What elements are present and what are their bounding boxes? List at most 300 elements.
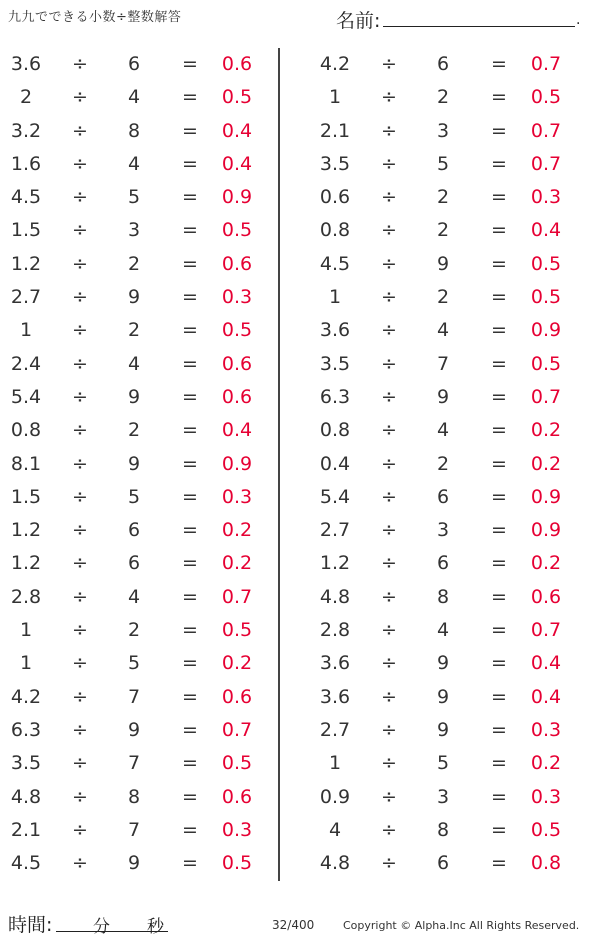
dividend: 4.5 bbox=[319, 252, 351, 275]
answer: 0.4 bbox=[530, 685, 562, 708]
dividend: 1 bbox=[19, 652, 33, 675]
division-operator: ÷ bbox=[381, 53, 397, 75]
dividend: 8.1 bbox=[10, 452, 42, 475]
problem-row bbox=[309, 249, 579, 282]
division-operator: ÷ bbox=[381, 619, 397, 642]
equals-sign: = bbox=[182, 752, 198, 775]
answer: 0.5 bbox=[530, 252, 562, 275]
divisor: 6 bbox=[127, 552, 141, 575]
division-operator: ÷ bbox=[72, 752, 88, 775]
division-operator: ÷ bbox=[381, 485, 397, 508]
divisor: 8 bbox=[436, 585, 450, 608]
divisor: 2 bbox=[127, 619, 141, 642]
divisor: 3 bbox=[436, 519, 450, 542]
problems-left-column bbox=[0, 49, 270, 881]
dividend: 3.6 bbox=[319, 685, 351, 708]
answer: 0.3 bbox=[530, 785, 562, 808]
problem-row bbox=[0, 82, 270, 115]
divisor: 3 bbox=[127, 219, 141, 242]
equals-sign: = bbox=[182, 818, 198, 841]
problem-row bbox=[309, 449, 579, 482]
division-operator: ÷ bbox=[72, 385, 88, 408]
division-operator: ÷ bbox=[381, 718, 397, 741]
answer: 0.7 bbox=[530, 385, 562, 408]
divisor: 9 bbox=[436, 718, 450, 741]
division-operator: ÷ bbox=[72, 619, 88, 642]
division-operator: ÷ bbox=[381, 785, 397, 808]
division-operator: ÷ bbox=[72, 152, 88, 175]
answer: 0.2 bbox=[530, 552, 562, 575]
answer: 0.9 bbox=[530, 319, 562, 342]
equals-sign: = bbox=[182, 852, 198, 875]
equals-sign: = bbox=[491, 53, 507, 75]
equals-sign: = bbox=[182, 619, 198, 642]
divisor: 2 bbox=[436, 186, 450, 209]
problem-row bbox=[0, 615, 270, 648]
dividend: 4.8 bbox=[319, 852, 351, 875]
dividend: 1 bbox=[328, 286, 342, 309]
divisor: 9 bbox=[436, 652, 450, 675]
dividend: 1 bbox=[328, 86, 342, 109]
problem-row bbox=[0, 149, 270, 182]
answer: 0.7 bbox=[530, 53, 562, 75]
division-operator: ÷ bbox=[72, 552, 88, 575]
division-operator: ÷ bbox=[72, 252, 88, 275]
equals-sign: = bbox=[491, 818, 507, 841]
dividend: 0.8 bbox=[319, 419, 351, 442]
division-operator: ÷ bbox=[72, 119, 88, 142]
answer: 0.3 bbox=[221, 286, 253, 309]
divisor: 5 bbox=[127, 485, 141, 508]
problem-row bbox=[0, 282, 270, 315]
equals-sign: = bbox=[182, 252, 198, 275]
answer: 0.2 bbox=[221, 519, 253, 542]
dividend: 1 bbox=[19, 619, 33, 642]
division-operator: ÷ bbox=[72, 485, 88, 508]
dividend: 3.5 bbox=[319, 152, 351, 175]
divisor: 8 bbox=[436, 818, 450, 841]
problem-row bbox=[309, 582, 579, 615]
equals-sign: = bbox=[491, 452, 507, 475]
answer: 0.2 bbox=[221, 552, 253, 575]
equals-sign: = bbox=[182, 86, 198, 109]
answer: 0.7 bbox=[221, 585, 253, 608]
answer: 0.6 bbox=[221, 352, 253, 375]
problem-row bbox=[0, 748, 270, 781]
dividend: 2.4 bbox=[10, 352, 42, 375]
answer: 0.5 bbox=[221, 852, 253, 875]
equals-sign: = bbox=[491, 252, 507, 275]
equals-sign: = bbox=[182, 219, 198, 242]
worksheet-title: 九九でできる小数÷整数解答 bbox=[8, 10, 182, 25]
dividend: 6.3 bbox=[319, 385, 351, 408]
dividend: 3.6 bbox=[319, 319, 351, 342]
answer: 0.6 bbox=[530, 585, 562, 608]
name-field-line[interactable] bbox=[383, 26, 575, 27]
dividend: 0.6 bbox=[319, 186, 351, 209]
divisor: 4 bbox=[127, 86, 141, 109]
time-label: 時間: bbox=[8, 914, 53, 936]
answer: 0.4 bbox=[221, 119, 253, 142]
equals-sign: = bbox=[491, 186, 507, 209]
divisor: 9 bbox=[127, 852, 141, 875]
division-operator: ÷ bbox=[72, 452, 88, 475]
equals-sign: = bbox=[182, 652, 198, 675]
divisor: 5 bbox=[436, 152, 450, 175]
equals-sign: = bbox=[491, 552, 507, 575]
division-operator: ÷ bbox=[381, 852, 397, 875]
answer: 0.3 bbox=[530, 186, 562, 209]
answer: 0.6 bbox=[221, 53, 253, 75]
equals-sign: = bbox=[491, 718, 507, 741]
dividend: 1.5 bbox=[10, 485, 42, 508]
division-operator: ÷ bbox=[381, 818, 397, 841]
division-operator: ÷ bbox=[381, 352, 397, 375]
divisor: 7 bbox=[127, 685, 141, 708]
divisor: 9 bbox=[436, 685, 450, 708]
answer: 0.2 bbox=[530, 752, 562, 775]
division-operator: ÷ bbox=[381, 685, 397, 708]
divisor: 3 bbox=[436, 119, 450, 142]
problem-row bbox=[0, 648, 270, 681]
problem-row bbox=[309, 182, 579, 215]
dividend: 3.5 bbox=[10, 752, 42, 775]
problem-row bbox=[0, 715, 270, 748]
problem-row bbox=[309, 648, 579, 681]
division-operator: ÷ bbox=[381, 585, 397, 608]
division-operator: ÷ bbox=[72, 685, 88, 708]
equals-sign: = bbox=[182, 419, 198, 442]
division-operator: ÷ bbox=[381, 319, 397, 342]
problem-row bbox=[309, 515, 579, 548]
dividend: 1.2 bbox=[10, 519, 42, 542]
equals-sign: = bbox=[491, 585, 507, 608]
problem-row bbox=[0, 682, 270, 715]
answer: 0.3 bbox=[221, 818, 253, 841]
equals-sign: = bbox=[491, 319, 507, 342]
division-operator: ÷ bbox=[72, 53, 88, 75]
problem-row bbox=[309, 149, 579, 182]
problem-row bbox=[309, 49, 579, 82]
dividend: 2.1 bbox=[319, 119, 351, 142]
equals-sign: = bbox=[491, 219, 507, 242]
divisor: 7 bbox=[127, 752, 141, 775]
division-operator: ÷ bbox=[381, 286, 397, 309]
dividend: 1 bbox=[19, 319, 33, 342]
division-operator: ÷ bbox=[72, 785, 88, 808]
division-operator: ÷ bbox=[381, 119, 397, 142]
dividend: 2.8 bbox=[10, 585, 42, 608]
dividend: 4.5 bbox=[10, 852, 42, 875]
division-operator: ÷ bbox=[72, 186, 88, 209]
division-operator: ÷ bbox=[72, 319, 88, 342]
problem-row bbox=[309, 282, 579, 315]
dividend: 0.8 bbox=[319, 219, 351, 242]
equals-sign: = bbox=[182, 152, 198, 175]
divisor: 2 bbox=[127, 252, 141, 275]
equals-sign: = bbox=[182, 785, 198, 808]
divisor: 2 bbox=[436, 452, 450, 475]
divisor: 2 bbox=[127, 319, 141, 342]
copyright-notice: Copyright © Alpha.Inc All Rights Reserved. bbox=[343, 919, 580, 932]
answer: 0.9 bbox=[530, 519, 562, 542]
problem-row bbox=[309, 116, 579, 149]
division-operator: ÷ bbox=[381, 219, 397, 242]
division-operator: ÷ bbox=[381, 652, 397, 675]
divisor: 6 bbox=[127, 53, 141, 75]
division-operator: ÷ bbox=[381, 385, 397, 408]
dividend: 6.3 bbox=[10, 718, 42, 741]
equals-sign: = bbox=[491, 86, 507, 109]
divisor: 4 bbox=[127, 585, 141, 608]
dividend: 4.2 bbox=[10, 685, 42, 708]
problems-right-column bbox=[309, 49, 579, 881]
dividend: 4.8 bbox=[10, 785, 42, 808]
division-operator: ÷ bbox=[72, 519, 88, 542]
answer: 0.9 bbox=[221, 452, 253, 475]
equals-sign: = bbox=[182, 119, 198, 142]
divisor: 2 bbox=[436, 286, 450, 309]
division-operator: ÷ bbox=[72, 718, 88, 741]
problem-row bbox=[309, 615, 579, 648]
division-operator: ÷ bbox=[72, 286, 88, 309]
division-operator: ÷ bbox=[72, 219, 88, 242]
division-operator: ÷ bbox=[72, 352, 88, 375]
dividend: 1 bbox=[328, 752, 342, 775]
name-end-dot: . bbox=[576, 12, 581, 28]
equals-sign: = bbox=[491, 352, 507, 375]
divisor: 9 bbox=[127, 286, 141, 309]
answer: 0.7 bbox=[221, 718, 253, 741]
problem-row bbox=[309, 748, 579, 781]
dividend: 1.2 bbox=[319, 552, 351, 575]
answer: 0.5 bbox=[221, 86, 253, 109]
problem-row bbox=[0, 548, 270, 581]
dividend: 3.6 bbox=[319, 652, 351, 675]
equals-sign: = bbox=[491, 485, 507, 508]
problem-row bbox=[309, 382, 579, 415]
divisor: 5 bbox=[127, 186, 141, 209]
dividend: 1.5 bbox=[10, 219, 42, 242]
answer: 0.6 bbox=[221, 252, 253, 275]
divisor: 5 bbox=[127, 652, 141, 675]
answer: 0.3 bbox=[530, 718, 562, 741]
answer: 0.9 bbox=[530, 485, 562, 508]
equals-sign: = bbox=[491, 419, 507, 442]
division-operator: ÷ bbox=[381, 519, 397, 542]
divisor: 9 bbox=[436, 252, 450, 275]
answer: 0.2 bbox=[221, 652, 253, 675]
divisor: 2 bbox=[436, 219, 450, 242]
equals-sign: = bbox=[491, 785, 507, 808]
problem-row bbox=[309, 815, 579, 848]
division-operator: ÷ bbox=[72, 852, 88, 875]
problem-row bbox=[309, 415, 579, 448]
divisor: 4 bbox=[127, 152, 141, 175]
name-label: 名前: bbox=[336, 10, 381, 32]
answer: 0.6 bbox=[221, 385, 253, 408]
equals-sign: = bbox=[182, 519, 198, 542]
problem-row bbox=[309, 482, 579, 515]
equals-sign: = bbox=[491, 652, 507, 675]
problem-row bbox=[0, 815, 270, 848]
dividend: 4.5 bbox=[10, 186, 42, 209]
equals-sign: = bbox=[491, 519, 507, 542]
equals-sign: = bbox=[491, 385, 507, 408]
equals-sign: = bbox=[491, 152, 507, 175]
equals-sign: = bbox=[182, 685, 198, 708]
answer: 0.2 bbox=[530, 419, 562, 442]
division-operator: ÷ bbox=[72, 419, 88, 442]
answer: 0.6 bbox=[221, 685, 253, 708]
minutes-label: 分 bbox=[93, 917, 110, 937]
problem-row bbox=[0, 182, 270, 215]
answer: 0.4 bbox=[221, 152, 253, 175]
problem-row bbox=[309, 548, 579, 581]
problem-row bbox=[0, 49, 270, 82]
problem-row bbox=[0, 782, 270, 815]
divisor: 3 bbox=[436, 785, 450, 808]
problem-row bbox=[0, 249, 270, 282]
equals-sign: = bbox=[491, 685, 507, 708]
divisor: 6 bbox=[436, 53, 450, 75]
divisor: 6 bbox=[436, 552, 450, 575]
dividend: 4.2 bbox=[319, 53, 351, 75]
dividend: 0.9 bbox=[319, 785, 351, 808]
dividend: 3.2 bbox=[10, 119, 42, 142]
dividend: 4.8 bbox=[319, 585, 351, 608]
dividend: 2.7 bbox=[319, 718, 351, 741]
divisor: 2 bbox=[127, 419, 141, 442]
problem-row bbox=[0, 349, 270, 382]
dividend: 5.4 bbox=[10, 385, 42, 408]
equals-sign: = bbox=[182, 385, 198, 408]
answer: 0.5 bbox=[530, 352, 562, 375]
equals-sign: = bbox=[491, 752, 507, 775]
dividend: 1.6 bbox=[10, 152, 42, 175]
division-operator: ÷ bbox=[381, 752, 397, 775]
problem-row bbox=[309, 82, 579, 115]
division-operator: ÷ bbox=[381, 452, 397, 475]
division-operator: ÷ bbox=[72, 585, 88, 608]
answer: 0.5 bbox=[221, 319, 253, 342]
dividend: 2.7 bbox=[10, 286, 42, 309]
answer: 0.4 bbox=[221, 419, 253, 442]
divisor: 9 bbox=[127, 385, 141, 408]
answer: 0.4 bbox=[530, 219, 562, 242]
dividend: 5.4 bbox=[319, 485, 351, 508]
equals-sign: = bbox=[491, 619, 507, 642]
dividend: 2.8 bbox=[319, 619, 351, 642]
divisor: 9 bbox=[127, 718, 141, 741]
divisor: 9 bbox=[436, 385, 450, 408]
divisor: 8 bbox=[127, 785, 141, 808]
dividend: 1.2 bbox=[10, 552, 42, 575]
dividend: 3.5 bbox=[319, 352, 351, 375]
problem-row bbox=[309, 715, 579, 748]
problem-row bbox=[0, 582, 270, 615]
problem-row bbox=[0, 449, 270, 482]
problem-row bbox=[309, 315, 579, 348]
answer: 0.7 bbox=[530, 152, 562, 175]
divisor: 2 bbox=[436, 86, 450, 109]
division-operator: ÷ bbox=[381, 419, 397, 442]
equals-sign: = bbox=[182, 53, 198, 75]
divisor: 7 bbox=[436, 352, 450, 375]
problem-row bbox=[309, 215, 579, 248]
equals-sign: = bbox=[491, 286, 507, 309]
divisor: 4 bbox=[436, 619, 450, 642]
problem-row bbox=[309, 782, 579, 815]
division-operator: ÷ bbox=[381, 252, 397, 275]
problem-row bbox=[0, 215, 270, 248]
equals-sign: = bbox=[182, 319, 198, 342]
dividend: 2.7 bbox=[319, 519, 351, 542]
divisor: 5 bbox=[436, 752, 450, 775]
dividend: 1.2 bbox=[10, 252, 42, 275]
dividend: 4 bbox=[328, 818, 342, 841]
divisor: 4 bbox=[127, 352, 141, 375]
dividend: 0.8 bbox=[10, 419, 42, 442]
answer: 0.9 bbox=[221, 186, 253, 209]
division-operator: ÷ bbox=[381, 152, 397, 175]
equals-sign: = bbox=[491, 852, 507, 875]
problem-row bbox=[309, 682, 579, 715]
divisor: 7 bbox=[127, 818, 141, 841]
division-operator: ÷ bbox=[381, 86, 397, 109]
problem-row bbox=[309, 349, 579, 382]
answer: 0.5 bbox=[530, 286, 562, 309]
dividend: 3.6 bbox=[10, 53, 42, 75]
equals-sign: = bbox=[182, 452, 198, 475]
equals-sign: = bbox=[182, 286, 198, 309]
problem-row bbox=[0, 515, 270, 548]
divisor: 9 bbox=[127, 452, 141, 475]
equals-sign: = bbox=[182, 718, 198, 741]
problem-row bbox=[0, 482, 270, 515]
column-divider bbox=[278, 48, 280, 881]
equals-sign: = bbox=[182, 352, 198, 375]
page-number: 32/400 bbox=[272, 918, 315, 932]
divisor: 6 bbox=[436, 852, 450, 875]
dividend: 0.4 bbox=[319, 452, 351, 475]
problem-row bbox=[0, 382, 270, 415]
answer: 0.7 bbox=[530, 619, 562, 642]
equals-sign: = bbox=[182, 552, 198, 575]
answer: 0.5 bbox=[221, 752, 253, 775]
divisor: 8 bbox=[127, 119, 141, 142]
answer: 0.3 bbox=[221, 485, 253, 508]
equals-sign: = bbox=[491, 119, 507, 142]
dividend: 2 bbox=[19, 86, 33, 109]
division-operator: ÷ bbox=[72, 818, 88, 841]
answer: 0.2 bbox=[530, 452, 562, 475]
answer: 0.5 bbox=[530, 818, 562, 841]
divisor: 4 bbox=[436, 419, 450, 442]
problem-row bbox=[0, 315, 270, 348]
equals-sign: = bbox=[182, 585, 198, 608]
problem-row bbox=[0, 848, 270, 881]
equals-sign: = bbox=[182, 485, 198, 508]
division-operator: ÷ bbox=[381, 552, 397, 575]
answer: 0.7 bbox=[530, 119, 562, 142]
problem-row bbox=[0, 116, 270, 149]
divisor: 4 bbox=[436, 319, 450, 342]
equals-sign: = bbox=[182, 186, 198, 209]
answer: 0.5 bbox=[221, 619, 253, 642]
problem-row bbox=[309, 848, 579, 881]
divisor: 6 bbox=[127, 519, 141, 542]
